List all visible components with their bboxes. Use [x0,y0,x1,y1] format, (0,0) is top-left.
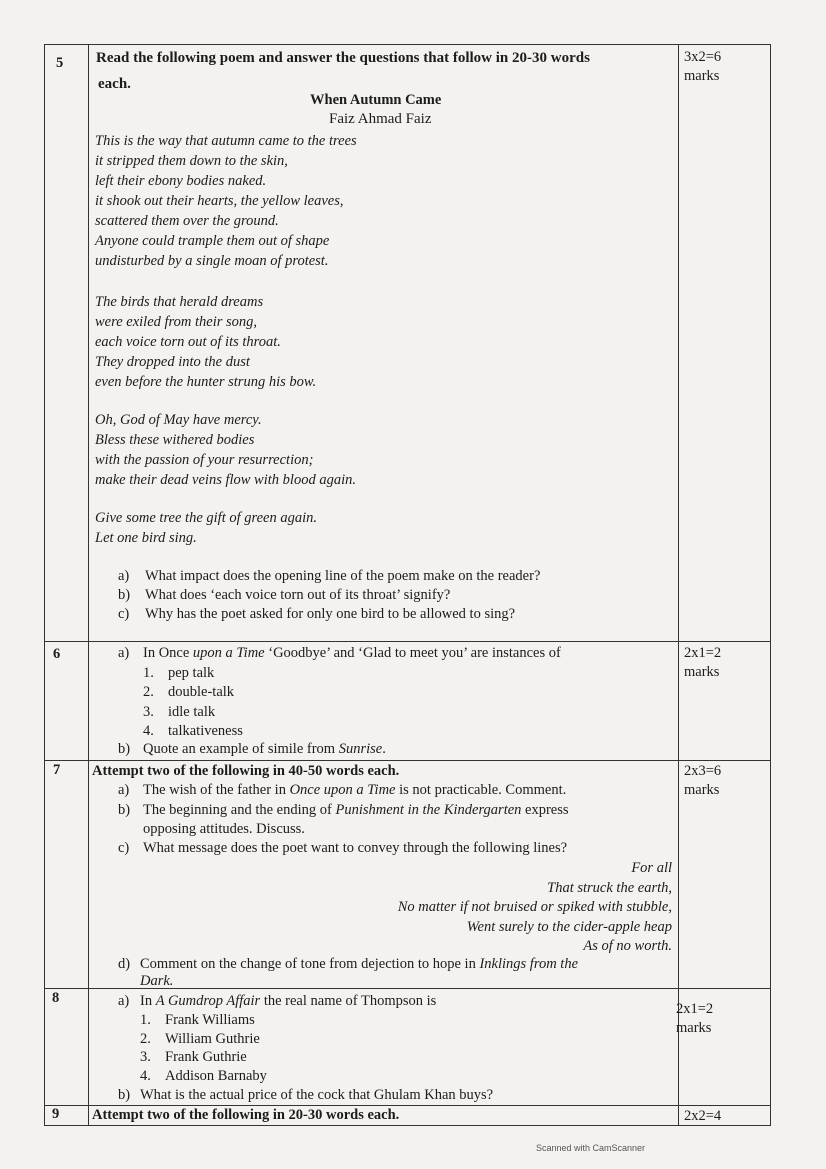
q8a-text-title: A Gumdrop Affair [155,993,261,1009]
question-number-7: 7 [53,762,61,778]
q5-marks-unit: marks [684,68,720,84]
poem-stanza-1 [95,131,357,271]
q6b-text-title: Sunrise [338,741,383,757]
q8-option-1-text: Frank Williams [165,1012,255,1028]
q6b-text-pre: Quote an example of simile from [143,741,339,757]
q7d-text-title: Inklings from the [479,956,579,972]
q6-option-4-label: 4. [143,723,154,739]
q5a-text: What impact does the opening line of the poem make on the reader? [145,568,541,584]
q6-option-1-label: 1. [143,665,154,681]
q7d-text-line2: Dark. [140,973,174,989]
q6a-label: a) [118,645,130,661]
q7c-label: c) [118,840,130,856]
poem-line: each voice torn out of its throat. [95,334,281,350]
q7a-text [143,781,566,800]
poem-line: it shook out their hearts, the yellow leaves, [95,193,344,209]
q7b-label: b) [118,802,131,818]
q6a-text-pre: In Once [143,645,193,661]
q6b-text-post: . [382,741,386,757]
poem-line: it stripped them down to the skin, [95,153,288,169]
poem-line: make their dead veins flow with blood again. [95,472,356,488]
table-bottom-border [44,1125,771,1126]
quote-line: As of no worth. [583,938,672,954]
q6-marks-unit: marks [684,664,720,680]
marks-column-divider [678,44,679,1126]
question-number-6: 6 [53,646,61,662]
poem-line: The birds that herald dreams [95,294,264,310]
q5-marks-value: 3x2=6 [684,49,722,65]
poem-line: Give some tree the gift of green again. [95,510,318,526]
q7b-text-post: express [521,802,569,818]
q6a-text-title: upon a Time [192,645,265,661]
quote-line: That struck the earth, [547,879,672,896]
q7a-text-title: Once upon a Time [289,782,396,798]
q6-marks [684,644,721,682]
q7d-text-pre: Comment on the change of tone from dejection to hope in [140,956,480,972]
q8-option-1-label: 1. [140,1012,151,1028]
q6b-label: b) [118,741,131,757]
q7b-text [143,801,569,820]
poem-line: undisturbed by a single moan of protest. [95,253,329,269]
q5b-text: What does ‘each voice torn out of its throat’ signify? [145,587,451,603]
q7c-quoted-lines [300,859,672,957]
q5-instruction-line1: Read the following poem and answer the questions that follow in 20-30 words [96,50,590,66]
poem-line: left their ebony bodies naked. [95,173,267,189]
question-number-9: 9 [52,1106,60,1122]
row-divider-6-7 [44,760,771,761]
q7d-label: d) [118,956,131,972]
q7a-label: a) [118,782,130,798]
table-right-border [770,44,771,1126]
q8-marks-value: 2x1=2 [676,1001,714,1017]
q8-option-2-text: William Guthrie [165,1031,260,1047]
poem-line: even before the hunter strung his bow. [95,374,317,390]
q7-marks-value: 2x3=6 [684,763,722,779]
poem-line: Anyone could trample them out of shape [95,233,330,249]
poem-author: Faiz Ahmad Faiz [329,111,432,127]
row-divider-5-6 [44,641,771,642]
q5a-label: a) [118,568,130,584]
question-number-8: 8 [52,990,60,1006]
scanner-watermark: Scanned with CamScanner [536,1143,646,1153]
q7a-text-post: is not practicable. Comment. [395,782,567,798]
quote-line: For all [631,860,672,876]
q6-option-3-text: idle talk [168,704,216,720]
q8-marks [676,1000,713,1038]
q5b-label: b) [118,587,131,603]
poem-line: This is the way that autumn came to the trees [95,133,357,149]
poem-line: with the passion of your resurrection; [95,452,314,468]
q6-option-3-label: 3. [143,704,154,720]
q6-option-2-text: double-talk [168,684,235,700]
q8b-text: What is the actual price of the cock that Ghulam Khan buys? [140,1087,494,1103]
q5-marks [684,48,721,86]
question-number-5: 5 [56,55,64,71]
q6b-text [143,740,386,759]
q7d-text [140,955,578,974]
q7a-text-pre: The wish of the father in [143,782,290,798]
q8-option-3-text: Frank Guthrie [165,1049,247,1065]
poem-stanza-4 [95,508,317,548]
poem-line: were exiled from their song, [95,314,258,330]
q8-option-2-label: 2. [140,1031,151,1047]
poem-line: They dropped into the dust [95,354,250,370]
table-top-border [44,44,771,45]
q7b-text-line2: opposing attitudes. Discuss. [143,821,305,837]
q6-option-1-text: pep talk [168,665,215,681]
q8-option-4-label: 4. [140,1068,151,1084]
q7-instruction: Attempt two of the following in 40-50 words each. [92,763,400,779]
q5c-label: c) [118,606,130,622]
poem-stanza-2 [95,292,316,392]
q9-marks: 2x2=4 [684,1108,722,1124]
q9-instruction: Attempt two of the following in 20-30 words each. [92,1107,400,1123]
poem-line: scattered them over the ground. [95,213,279,229]
q7c-text: What message does the poet want to convey through the following lines? [143,840,568,856]
q7b-text-pre: The beginning and the ending of [143,802,336,818]
poem-title: When Autumn Came [310,92,442,108]
q8a-label: a) [118,993,130,1009]
q6-marks-value: 2x1=2 [684,645,722,661]
q6-option-4-text: talkativeness [168,723,243,739]
q7-marks [684,762,721,800]
poem-line: Oh, God of May have mercy. [95,412,262,428]
q8b-label: b) [118,1087,131,1103]
q6-option-2-label: 2. [143,684,154,700]
q5-instruction-line2: each. [98,76,131,92]
q7-marks-unit: marks [684,782,720,798]
q6a-text-post: ‘Goodbye’ and ‘Glad to meet you’ are instances of [264,645,561,661]
q8-option-3-label: 3. [140,1049,151,1065]
q8-option-4-text: Addison Barnaby [165,1068,267,1084]
table-left-border [44,44,45,1126]
poem-line: Bless these withered bodies [95,432,255,448]
q7b-text-title: Punishment in the Kindergarten [335,802,522,818]
q8a-text [140,992,436,1011]
quote-line: Went surely to the cider-apple heap [466,918,672,935]
q8a-text-pre: In [140,993,156,1009]
q5c-text: Why has the poet asked for only one bird to be allowed to sing? [145,606,516,622]
number-column-divider [88,44,89,1126]
q6a-text [143,644,561,663]
quote-line: No matter if not bruised or spiked with stubble, [397,899,672,915]
q8a-text-post: the real name of Thompson is [260,993,437,1009]
q8-marks-unit: marks [676,1020,712,1036]
poem-line: Let one bird sing. [95,530,197,546]
poem-stanza-3 [95,410,356,490]
